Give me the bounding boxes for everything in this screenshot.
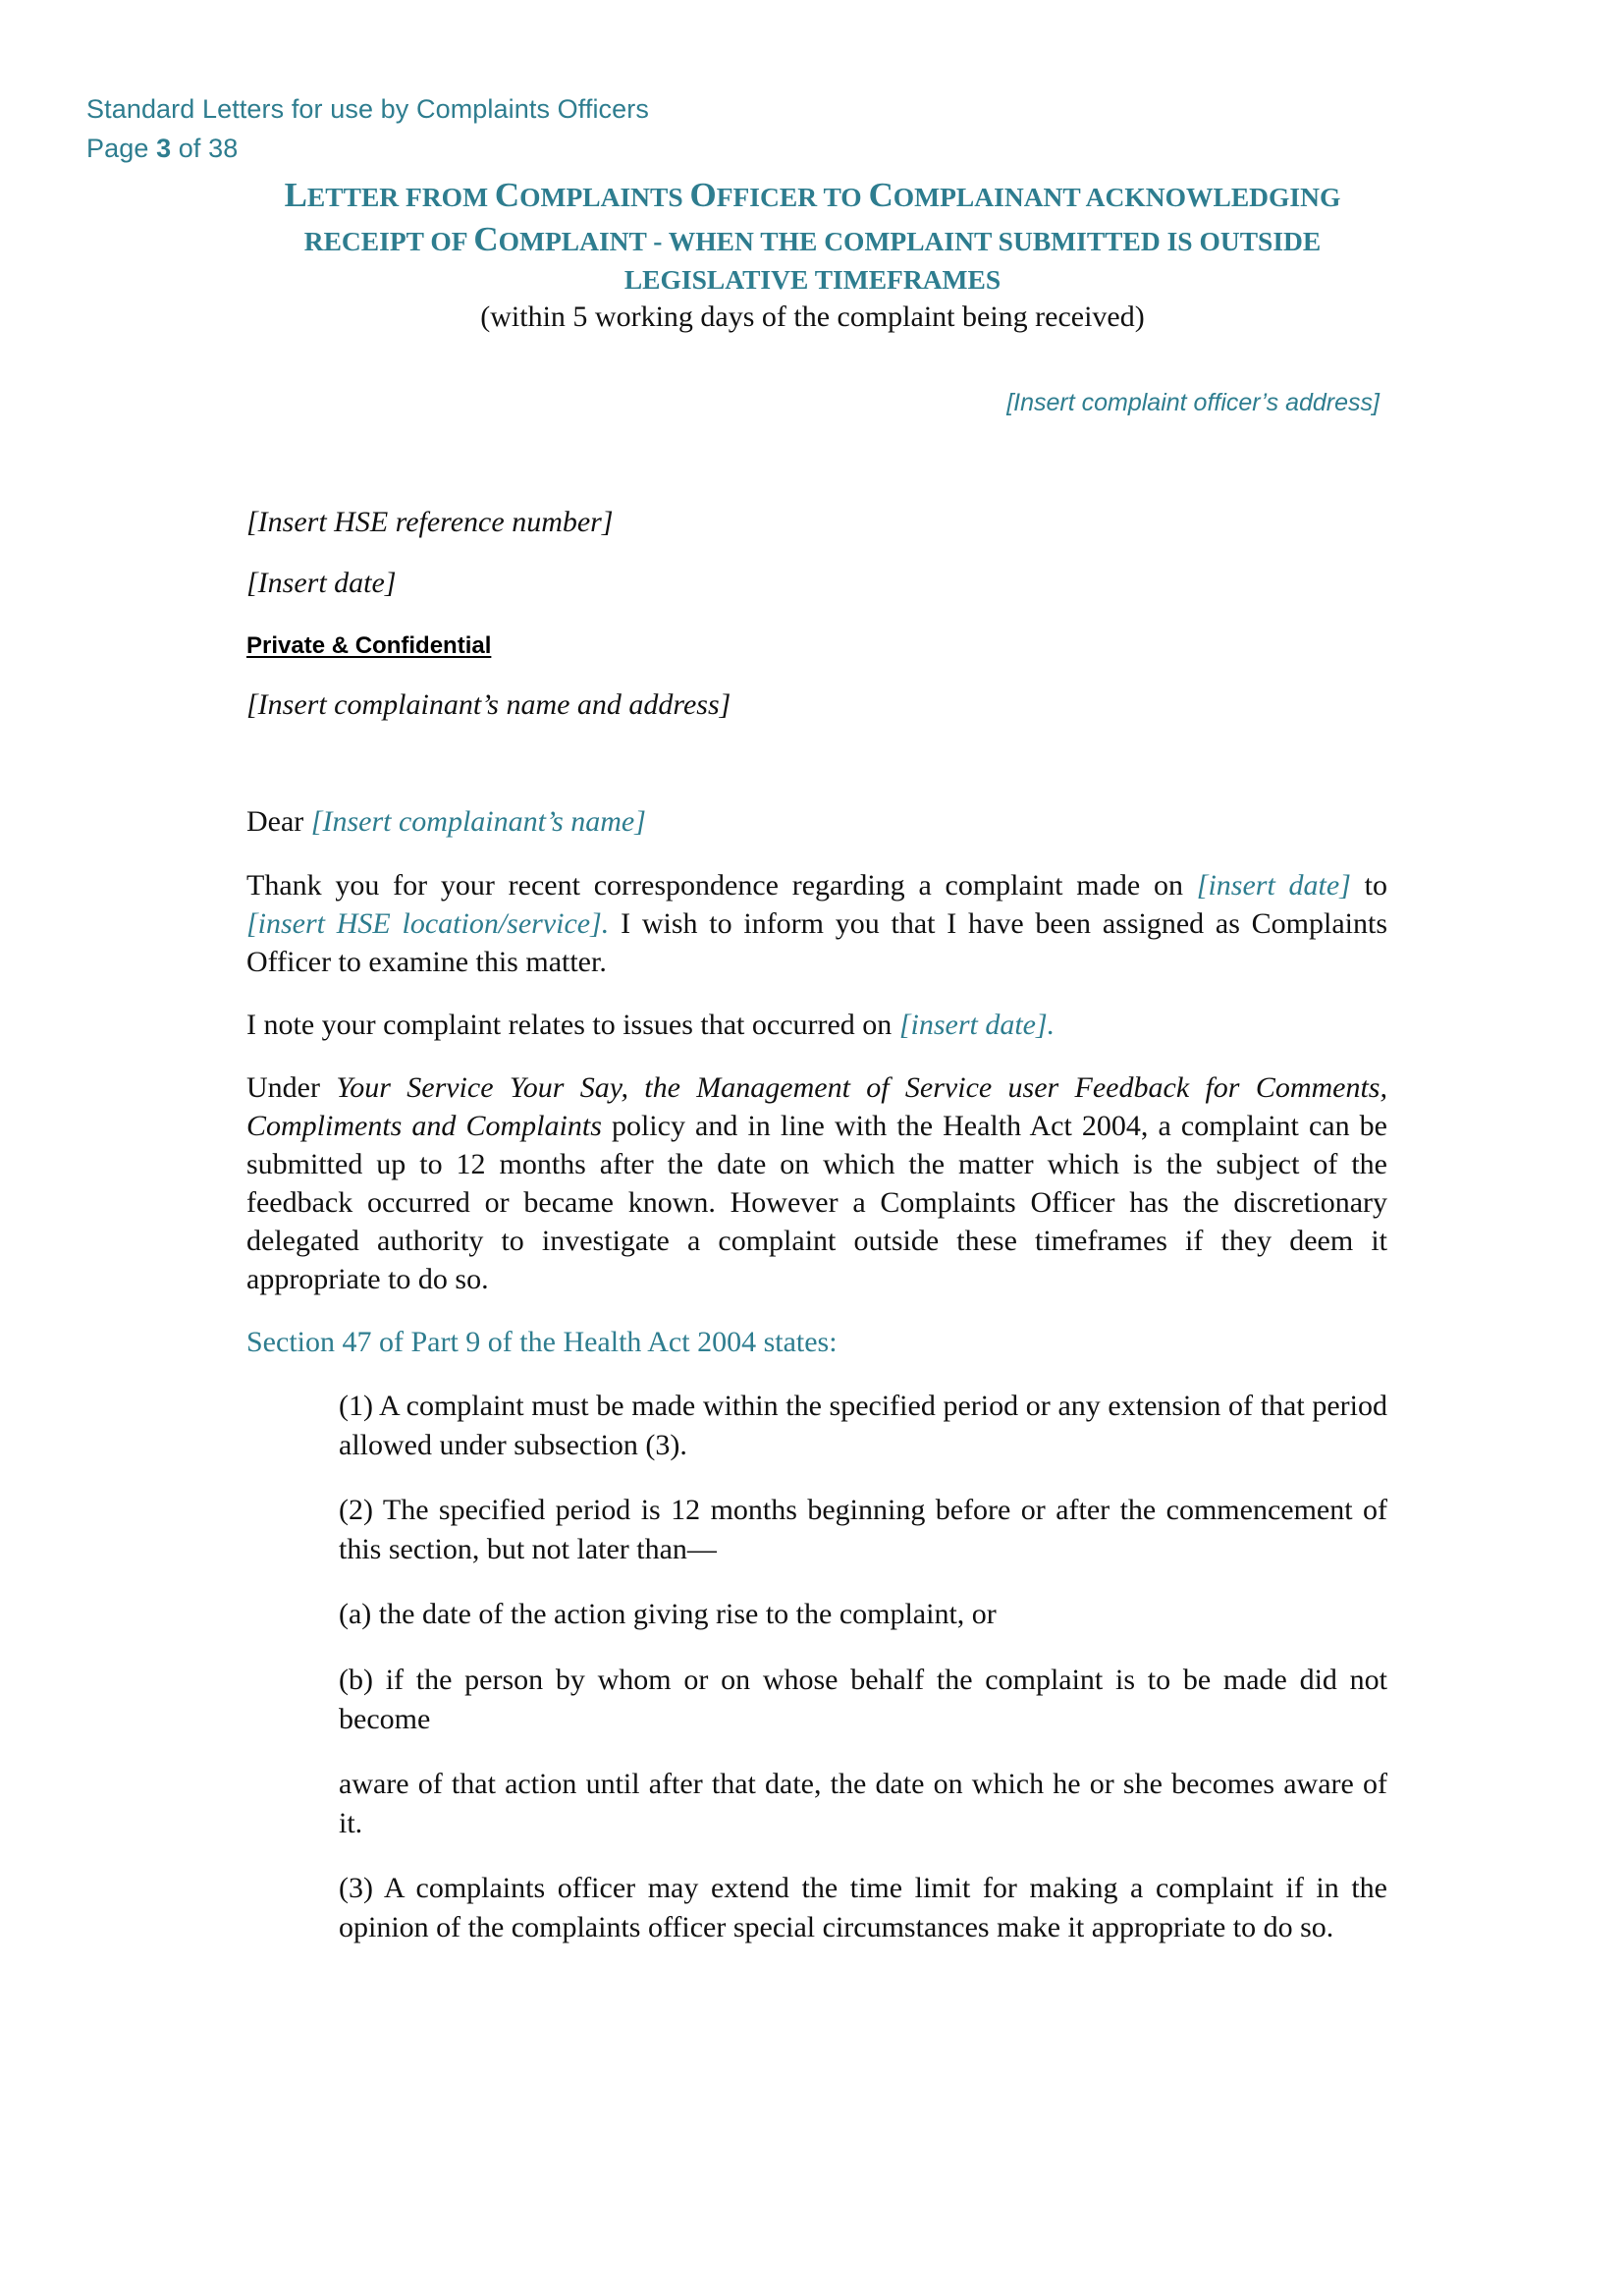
letter-title-line-3: LEGISLATIVE TIMEFRAMES bbox=[623, 263, 1001, 295]
p2-text-a: I note your complaint relates to issues that occurred on bbox=[246, 1009, 899, 1041]
p1-text-c: I wish to inform you that I have been assigned as Complaints Officer to examine this matter. bbox=[246, 907, 1387, 978]
salutation-name-placeholder: [Insert complainant’s name] bbox=[310, 805, 646, 838]
section-47-heading: Section 47 of Part 9 of the Health Act 2004 states: bbox=[246, 1326, 838, 1358]
date-placeholder: [Insert date] bbox=[246, 567, 397, 599]
paragraph-issue-date bbox=[246, 1006, 1387, 1044]
document-header bbox=[86, 90, 970, 168]
salutation-greeting: Dear bbox=[246, 805, 304, 838]
header-page-indicator bbox=[86, 130, 970, 167]
hse-reference-placeholder: [Insert HSE reference number] bbox=[246, 506, 614, 538]
confidentiality-notice bbox=[246, 625, 1387, 663]
salutation bbox=[246, 802, 1387, 841]
subsection-b: (b) if the person by whom or on whose behalf the complaint is to be made did not become bbox=[339, 1663, 1387, 1735]
subsection-1: (1) A complaint must be made within the specified period or any extension of that period allowed under subsection (3). bbox=[339, 1390, 1387, 1461]
p2-placeholder-date: [insert date]. bbox=[898, 1009, 1056, 1041]
subsection-a: (a) the date of the action giving rise to the complaint, or bbox=[339, 1598, 997, 1631]
header-doc-title: Standard Letters for use by Complaints Officers bbox=[86, 94, 649, 124]
p3-text-a: Under bbox=[246, 1071, 337, 1104]
page-label-suffix: of 38 bbox=[171, 134, 239, 164]
complainant-address-placeholder: [Insert complainant’s name and address] bbox=[246, 688, 731, 721]
p1-placeholder-location: [insert HSE location/service]. bbox=[246, 907, 610, 940]
subsection-3: (3) A complaints officer may extend the time limit for making a complaint if in the opinion of the complaints officer special circumstances make it appropriate to do so. bbox=[339, 1872, 1387, 1943]
paragraph-policy bbox=[246, 1068, 1387, 1298]
letter-body bbox=[246, 503, 1387, 1974]
letter-title bbox=[245, 173, 1380, 298]
p1-text-b: to bbox=[1350, 869, 1387, 902]
p3-text-b: policy and in line with the Health Act 2004, a complaint can be submitted up to 12 months after the date on which the matter which is the subject of the feedback occurred or became known. However a Complaints Officer has the discretionary delegated authority to investigate a complaint outside these timeframes if they deem it appropriate to do so. bbox=[246, 1110, 1387, 1295]
officer-address-placeholder: [Insert complaint officer’s address] bbox=[1006, 389, 1380, 416]
section-47-subsections bbox=[246, 1387, 1387, 1947]
letter-title-line-1: LETTER FROM COMPLAINTS OFFICER TO COMPLAINANT ACKNOWLEDGING bbox=[284, 176, 1341, 214]
subsection-b-continued: aware of that action until after that date, the date on which he or she becomes aware of it. bbox=[339, 1768, 1387, 1839]
page-label-prefix: Page bbox=[86, 134, 157, 164]
p1-placeholder-date: [insert date] bbox=[1196, 869, 1351, 902]
letter-title-line-2: RECEIPT OF COMPLAINT - WHEN THE COMPLAINT SUBMITTED IS OUTSIDE bbox=[303, 220, 1322, 259]
p3-policy-title: Your Service Your Say, the Management of Service user Feedback for Comments, Compliments and Complaints bbox=[246, 1071, 1387, 1142]
page-number: 3 bbox=[156, 134, 172, 164]
p1-text-a: Thank you for your recent correspondence regarding a complaint made on bbox=[246, 869, 1197, 902]
letter-subtitle: (within 5 working days of the complaint being received) bbox=[480, 301, 1145, 333]
subsection-2: (2) The specified period is 12 months beginning before or after the commencement of this section, but not later than— bbox=[339, 1494, 1387, 1565]
paragraph-acknowledgement bbox=[246, 866, 1387, 981]
confidentiality-label: Private & Confidential bbox=[246, 632, 492, 659]
